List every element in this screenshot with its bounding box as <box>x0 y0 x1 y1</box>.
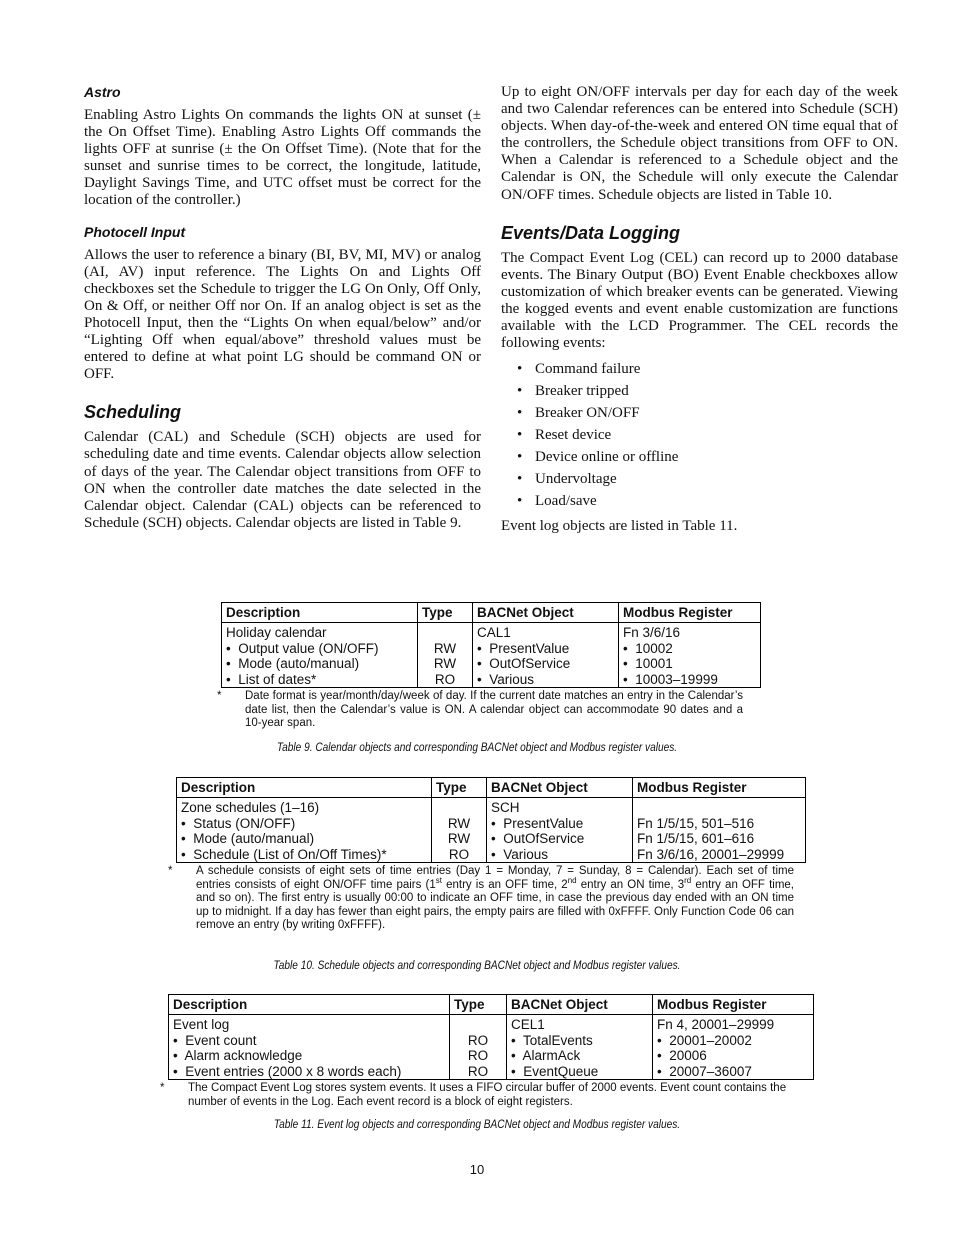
events-paragraph: The Compact Event Log (CEL) can record up to 2000 database events. The Binary Output (BO) Event Enable checkboxes allow customization of which breaker events can be generated. Viewing the kogged events and event enable customization are functions available with the LCD Programmer. The CEL records the following events: <box>501 249 898 352</box>
scheduling-heading: Scheduling <box>84 402 182 423</box>
column-header: BACNet Object <box>487 778 633 798</box>
table-11-note: * The Compact Event Log stores system events. It uses a FIFO circular buffer of 2000 events. Event count contains the number of events in the Log. Each event record is a block of eight registers. <box>160 1082 787 1108</box>
list-item: • Reset device <box>517 427 612 444</box>
events-heading: Events/Data Logging <box>501 222 681 243</box>
table-10 <box>168 777 806 933</box>
table-row: • Output value (ON/OFF) RW • PresentValue • 10002 <box>222 641 761 657</box>
table-9-caption: Table 9. Calendar objects and corresponding BACNet object and Modbus register values. <box>276 742 678 754</box>
column-header: Modbus Register <box>633 778 806 798</box>
table-row: • Schedule (List of On/Off Times)* RO • Various Fn 3/6/16, 20001–29999 <box>177 847 806 863</box>
list-item: • Load/save <box>517 493 597 510</box>
table-row: Holiday calendar CAL1 Fn 3/6/16 <box>222 623 761 641</box>
table-10-caption: Table 10. Schedule objects and corresponding BACNet object and Modbus register values. <box>273 960 681 972</box>
photocell-paragraph: Allows the user to reference a binary (BI, BV, MI, MV) or analog (AI, AV) input reference. The Lights On and Lights Off checkboxes set the Schedule to trigger the LG On Only, Off Only, On & Off, or neither Off nor On. If an analog object is set as the Photocell Input, then the “Lights On when equal/below” and/or “Lighting Off when equal/above” threshold values must be entered to define at what point LG should be command ON or OFF. <box>84 246 481 383</box>
column-header: Description <box>169 995 450 1015</box>
list-item: • Device online or offline <box>517 449 679 466</box>
table-row: • Alarm acknowledge RO • AlarmAck • 20006 <box>169 1048 814 1064</box>
right-column <box>501 84 898 535</box>
photocell-heading: Photocell Input <box>84 223 186 240</box>
events-list <box>501 358 898 512</box>
table-row: • Event entries (2000 x 8 words each) RO • EventQueue • 20007–36007 <box>169 1064 814 1080</box>
table-row: • Event count RO • TotalEvents • 20001–20002 <box>169 1033 814 1049</box>
left-column <box>84 84 481 532</box>
table-9-note: * Date format is year/month/day/week of day. If the current date matches an entry in the Calendar’s date list, then the Calendar’s value is ON. A calendar object can accommodate 90 dates and a 10-year span. <box>217 690 743 730</box>
table-9 <box>217 602 761 731</box>
table-10-note: * A schedule consists of eight sets of time entries (Day 1 = Monday, 7 = Sunday, 8 = Calendar). Each set of time entries consists of eight ON/OFF time pairs (1st entry is an OFF time, 2nd entry an ON time, 3rd entry an OFF time, and so on). The first entry is usually 00:00 to indicate an OFF time, in case the previous day ended with an ON time up to midnight. If a day has fewer than eight pairs, the empty pairs are filled with 0xFFFF. Only Function Code 06 can remove an entry (by writing 0xFFFF). <box>168 865 794 932</box>
column-header: BACNet Object <box>507 995 653 1015</box>
table-row: Zone schedules (1–16) SCH <box>177 798 806 816</box>
intervals-paragraph: Up to eight ON/OFF intervals per day for each day of the week and two Calendar references can be entered into Schedule (SCH) objects. When day-of-the-week and entered ON time equal that of the controllers, the Schedule object transitions from OFF to ON. When a Calendar is referenced to a Schedule object and the Calendar is ON, the Schedule will only execute the Calendar ON/OFF times. Schedule objects are listed in Table 10. <box>501 84 898 203</box>
list-item: • Breaker ON/OFF <box>517 405 640 422</box>
column-header: Type <box>432 778 487 798</box>
page-number: 10 <box>469 1162 485 1177</box>
astro-paragraph: Enabling Astro Lights On commands the lights ON at sunset (± the On Offset Time). Enabling Astro Lights Off commands the lights OFF at sunrise (± the On Offset Time). (Note that for the sunset and sunrise times to be correct, the longitude, latitude, Daylight Savings Time, and UTC offset must be correct for the location of the controller.) <box>84 107 481 209</box>
table-row: • Status (ON/OFF) RW • PresentValue Fn 1/5/15, 501–516 <box>177 816 806 832</box>
table-row: • List of dates* RO • Various • 10003–19999 <box>222 672 761 688</box>
column-header: Description <box>222 603 418 623</box>
table-row: • Mode (auto/manual) RW • OutOfService • 10001 <box>222 656 761 672</box>
list-item: • Command failure <box>517 361 641 378</box>
column-header: Modbus Register <box>619 603 761 623</box>
events-footer: Event log objects are listed in Table 11. <box>501 518 738 535</box>
table-11 <box>160 994 814 1109</box>
table-row: Event log CEL1 Fn 4, 20001–29999 <box>169 1015 814 1033</box>
column-header: Description <box>177 778 432 798</box>
astro-heading: Astro <box>84 84 121 100</box>
list-item: • Undervoltage <box>517 471 617 488</box>
table-row: • Mode (auto/manual) RW • OutOfService Fn 1/5/15, 601–616 <box>177 831 806 847</box>
table-11-caption: Table 11. Event log objects and corresponding BACNet object and Modbus register values. <box>273 1119 681 1131</box>
column-header: Modbus Register <box>653 995 814 1015</box>
column-header: Type <box>450 995 507 1015</box>
column-header: BACNet Object <box>473 603 619 623</box>
list-item: • Breaker tripped <box>517 383 629 400</box>
column-header: Type <box>418 603 473 623</box>
scheduling-paragraph: Calendar (CAL) and Schedule (SCH) objects are used for scheduling date and time events. Calendar objects allow selection of days of the year. The Calendar object transitions from OFF to ON when the controller date matches the date selected in the Calendar object. Calendar (CAL) objects can be referenced to Schedule (SCH) objects. Calendar objects are listed in Table 9. <box>84 429 481 531</box>
